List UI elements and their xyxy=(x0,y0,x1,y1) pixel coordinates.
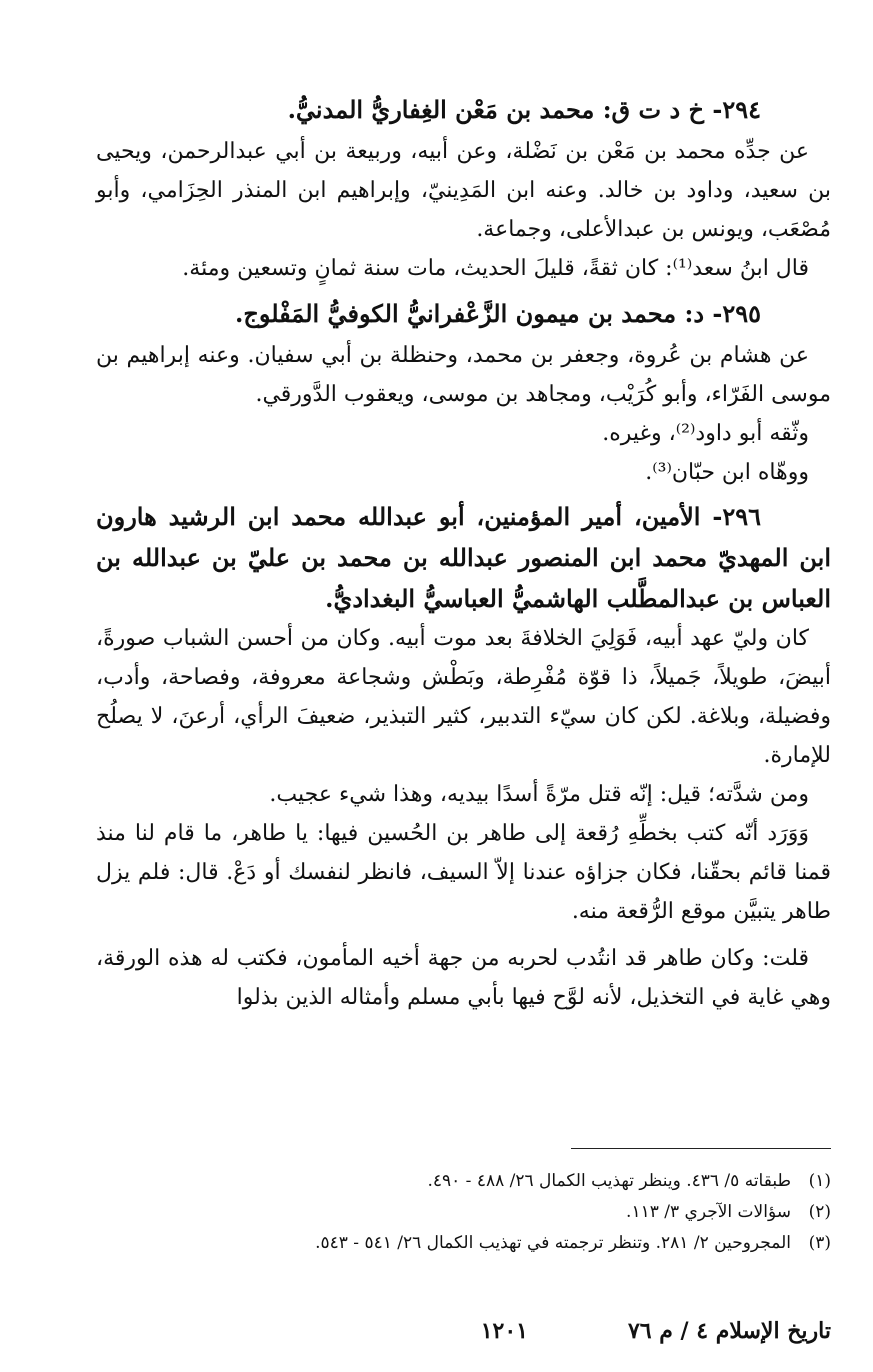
page-number: ١٢٠١ xyxy=(480,1318,528,1344)
entry-295-paragraph-3: ووهّاه ابن حبّان⁽³⁾. xyxy=(645,460,809,485)
footnote-number: (٢) xyxy=(808,1202,831,1222)
entry-296-paragraph-4: قلت: وكان طاهر قد انتُدب لحربه من جهة أخيه المأمون، فكتب له هذه الورقة، وهي غاية في التخذيل، لأنه لوَّح فيها بأبي مسلم وأمثاله الذين بذلوا xyxy=(96,946,831,1010)
footnote-1 xyxy=(200,1166,831,1197)
entry-title-295: ٢٩٥- د: محمد بن ميمون الزَّعْفرانيُّ الكوفيُّ المَفْلوج. xyxy=(234,299,761,328)
footnotes xyxy=(200,1166,831,1259)
entry-295-paragraph-2: وثّقه أبو داود⁽²⁾، وغيره. xyxy=(602,421,809,446)
entry-296-paragraph-2: ومن شدَّته؛ قيل: إنّه قتل مرّةً أسدًا بيديه، وهذا شيء عجيب. xyxy=(269,782,809,807)
footnote-text: طبقاته ٥/ ٤٣٦. وينظر تهذيب الكمال ٢٦/ ٤٨٨ - ٤٩٠. xyxy=(427,1171,791,1191)
entry-title-296: ٢٩٦- الأمين، أمير المؤمنين، أبو عبدالله محمد ابن الرشيد هارون ابن المهديّ محمد ابن المنصور عبدالله بن محمد بن عليّ بن عبدالله بن العباس بن عبدالمطَّلب الهاشميُّ العباسيُّ البغداديُّ. xyxy=(96,502,831,613)
entry-295-paragraph-1: عن هشام بن عُروة، وجعفر بن محمد، وحنظلة بن أبي سفيان. وعنه إبراهيم بن موسى الفَرّاء، وأبو كُرَيْب، ومجاهد بن موسى، ويعقوب الدَّورقي. xyxy=(96,343,831,407)
footnote-separator xyxy=(571,1148,831,1149)
main-text xyxy=(96,88,831,1017)
entry-296-paragraph-3: وَوَرَد أنّه كتب بخطِّهِ رُقعة إلى طاهر بن الحُسين فيها: يا طاهر، ما قام لنا منذ قمنا قائم بحقّنا، فكان جزاؤه عندنا إلاّ السيف، فانظر لنفسك أو دَعْ. قال: فلم يزل طاهر يتبيَّن موقع الرُّقعة منه. xyxy=(96,821,831,924)
page-footer xyxy=(0,1318,873,1362)
entry-294-paragraph-2: قال ابنُ سعد⁽¹⁾: كان ثقةً، قليلَ الحديث، مات سنة ثمانٍ وتسعين ومئة. xyxy=(182,256,809,281)
footnote-number: (٣) xyxy=(808,1233,831,1253)
entry-title-294: ٢٩٤- خ د ت ق: محمد بن مَعْن الغِفاريُّ المدنيُّ. xyxy=(287,95,761,124)
footnote-2 xyxy=(200,1197,831,1228)
book-signature: تاريخ الإسلام ٤ / م ٧٦ xyxy=(627,1318,831,1344)
footnote-text: المجروحين ٢/ ٢٨١. وتنظر ترجمته في تهذيب الكمال ٢٦/ ٥٤١ - ٥٤٣. xyxy=(315,1233,791,1253)
footnote-3 xyxy=(200,1228,831,1259)
entry-294-paragraph-1: عن جدِّه محمد بن مَعْن بن نَضْلة، وعن أبيه، وربيعة بن أبي عبدالرحمن، ويحيى بن سعيد، وداود بن خالد. وعنه ابن المَدِينيّ، وإبراهيم ابن المنذر الحِزَامي، وأبو مُصْعَب، ويونس بن عبدالأعلى، وجماعة. xyxy=(96,139,831,242)
entry-296-paragraph-1: كان وليّ عهد أبيه، فَوَلِيَ الخلافةَ بعد موت أبيه. وكان من أحسن الشباب صورةً، أبيضَ، طويلاً، جَميلاً، ذا قوّة مُفْرِطة، وبَطْش وشجاعة معروفة، وفصاحة، وأدب، وفضيلة، وبلاغة. لكن كان سيّء التدبير، كثير التبذير، ضعيفَ الرأي، أرعنَ، لا يصلُح للإمارة. xyxy=(96,626,831,768)
footnote-text: سؤالات الآجري ٣/ ١١٣. xyxy=(626,1202,791,1222)
footnote-number: (١) xyxy=(808,1171,831,1191)
